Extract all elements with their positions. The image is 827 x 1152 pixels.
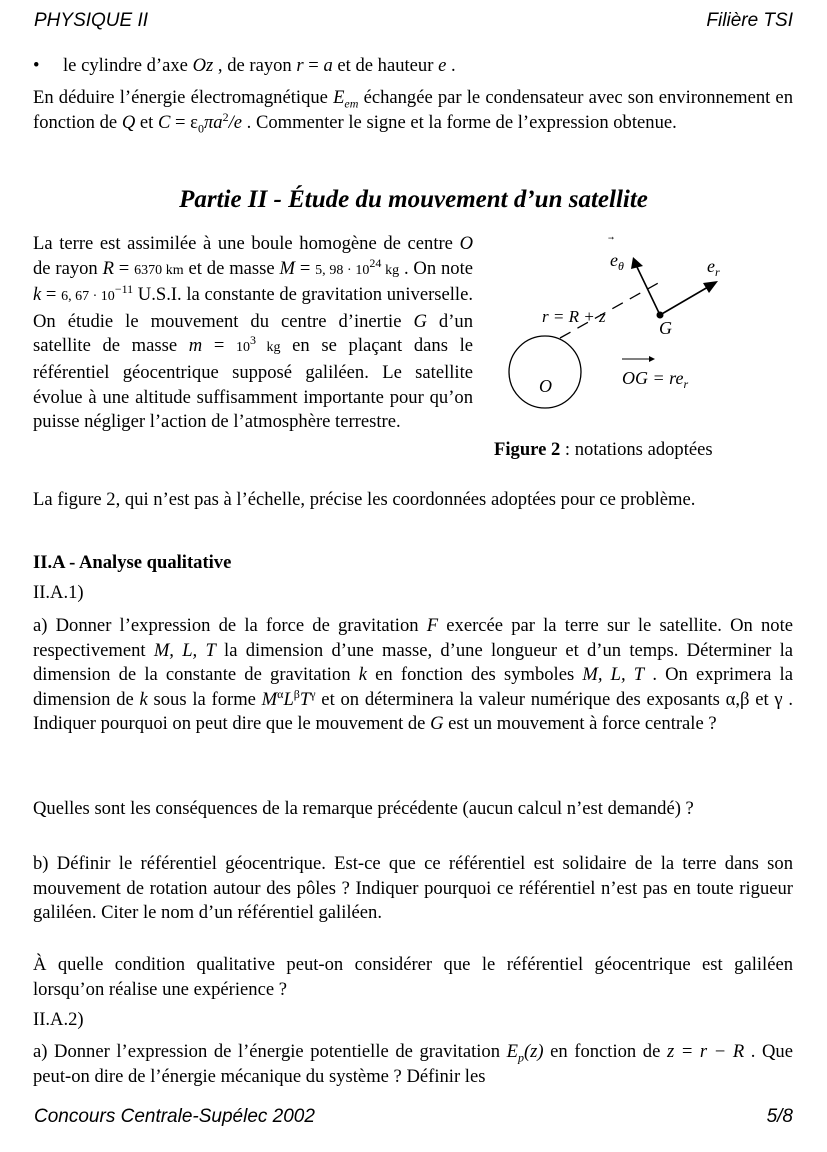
label-e-r: $e_r$ — [707, 256, 720, 279]
footer-page-number: 5/8 — [766, 1106, 793, 1127]
intro-paragraph: En déduire l’énergie électromagnétique $E_{em}$ échangée par le condensateur avec son environnement en fonction de Q et $C = \varepsilon_0\pi a^2/e$ . Commenter le signe et la forme de l’expression obtenue. — [33, 87, 793, 136]
question-b-condition: À quelle condition qualitative peut-on considérer que le référentiel géocentrique est galiléen lorsqu’on réalise une expérience ? — [33, 954, 793, 1000]
satellite-description: La terre est assimilée à une boule homogène de centre O de rayon R = 6370 km et de masse M = 5, $98 \cdot 10^{24}$ kg . On note k = 6, $67 \cdot 10^{-11}$ U.S.I. la constante de gravitation universelle. On étudie le mouvement du centre d’inertie G d’un satellite de masse $m = 10^3$ kg en se plaçant dans le référentiel géocentrique supposé galiléen. Le satellite évolue à une altitude suffisamment importante pour qu’on puisse négliger l’action de l’atmosphère terrestre. — [33, 233, 474, 433]
question-b-geocentric: b) Définir le référentiel géocentrique. Est-ce que ce référentiel est solidaire de la terre dans son mouvement de rotation autour des pôles ? Indiquer pourquoi ce référentiel n’est pas en toute rigueur galiléen. Citer le nom d’un référentiel galiléen. — [33, 853, 793, 924]
label-e-theta: $e_\theta$ — [610, 250, 624, 273]
section-IIA-title: II.A - Analyse qualitative — [33, 552, 232, 573]
question-a-potential-energy: a) Donner l’expression de l’énergie potentielle de gravitation $E_p(z)$ en fonction de z = r − R . Que peut-on dire de l’énergie mécanique du système ? Définir les — [33, 1041, 793, 1087]
part-title: Partie II - Étude du mouvement d’un satellite — [179, 186, 648, 213]
question-a-gravitation: a) Donner l’expression de la force de gravitation F exercée par la terre sur le satellite. On note respectivement M, L, T la dimension d’une masse, d’une longueur et d’un temps. Déterminer la dimension de la constante de gravitation k en fonction des symboles M, L, T . On exprimera la dimension de k sous la forme $M^\alpha L^\beta T^\gamma$ et on déterminera la valeur numérique des exposants α,β et γ . Indiquer pourquoi on peut dire que le mouvement de G est un mouvement à force centrale ? — [33, 615, 793, 735]
header-track: Filière TSI — [706, 10, 793, 31]
e-r-vector — [660, 287, 708, 315]
footer-contest: Concours Centrale-Supélec 2002 — [34, 1106, 315, 1127]
label-G: G — [659, 318, 672, 338]
OG-arrow-icon — [649, 356, 655, 362]
figure-reference: La figure 2, qui n’est pas à l’échelle, précise les coordonnées adoptées pour ce problème. — [33, 489, 696, 510]
header-subject: PHYSIQUE II — [34, 10, 149, 31]
question-consequences: Quelles sont les conséquences de la remarque précédente (aucun calcul n’est demandé) ? — [33, 798, 694, 819]
label-r-R-z: r = R + z — [542, 307, 606, 326]
label-O: O — [539, 376, 552, 396]
bullet-cylinder: • le cylindre d’axe Oz , de rayon r = a et de hauteur e . — [33, 54, 456, 79]
e-theta-arrowhead — [631, 257, 643, 269]
earth-circle — [509, 336, 581, 408]
subsection-IIA2: II.A.2) — [33, 1009, 84, 1030]
figure-2 — [494, 232, 794, 432]
arrow-e-theta-icon — [608, 236, 614, 240]
e-theta-vector — [637, 267, 660, 315]
label-OG: OG = $re_r$ — [622, 368, 689, 391]
subsection-IIA1: II.A.1) — [33, 582, 84, 603]
e-r-arrowhead — [703, 281, 718, 293]
bullet-icon: • — [33, 55, 40, 76]
figure-caption: Figure 2 : notations adoptées — [494, 439, 713, 460]
